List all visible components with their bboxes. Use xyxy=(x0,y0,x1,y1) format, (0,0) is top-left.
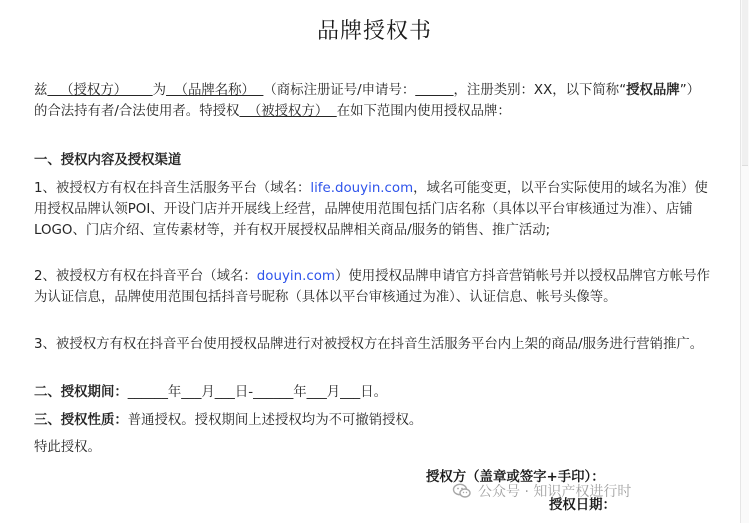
month2-label: 月 xyxy=(326,385,341,400)
signature-date-label: 授权日期： xyxy=(549,498,616,513)
intro-text-6: 在如下范围内使用授权品牌： xyxy=(336,104,511,119)
document-title: 品牌授权书 xyxy=(316,19,432,44)
scrollbar-thumb[interactable] xyxy=(742,0,748,166)
signature-party-label: 授权方（盖章或签字+手印）： xyxy=(426,470,605,485)
intro-text-2: 为 xyxy=(152,83,167,98)
year2-label: 年 xyxy=(293,385,307,400)
end-month-blank: ___ xyxy=(306,385,327,400)
section2-period xyxy=(34,382,710,403)
start-year-blank: ______ xyxy=(127,385,168,400)
closing-text: 特此授权。 xyxy=(34,440,101,455)
grantee-blank: （被授权方） xyxy=(239,104,337,119)
start-day-blank: ___ xyxy=(214,385,235,400)
day-end-label: 日。 xyxy=(360,385,388,400)
section1-item3: 3、被授权方有权在抖音平台使用授权品牌进行对被授权方在抖音生活服务平台内上架的商品/服务进行营销推广。 xyxy=(34,337,704,352)
end-year-blank: ______ xyxy=(253,385,294,400)
intro-paragraph xyxy=(34,80,710,122)
month-label: 月 xyxy=(201,385,215,400)
life-douyin-link[interactable]: life.douyin.com xyxy=(310,181,414,196)
year-label: 年 xyxy=(167,385,182,400)
item2-prefix: 2、被授权方有权在抖音平台（域名： xyxy=(34,269,257,284)
intro-text-1: 兹 xyxy=(34,83,48,98)
item2-suffix: ）使用授权品牌申请官方抖音营销帐号并以授权品牌官方帐号作为认证信息，品牌使用范围包括抖音号昵称（具体以平台审核通过为准）、认证信息、帐号头像等。 xyxy=(34,269,710,305)
trademark-number-blank xyxy=(415,83,453,98)
watermark xyxy=(452,480,631,502)
end-day-blank: ___ xyxy=(340,385,361,400)
section1-heading: 一、授权内容及授权渠道 xyxy=(34,153,182,168)
intro-text-3: （商标注册证号/申请号： xyxy=(263,83,416,98)
section3-nature xyxy=(34,410,710,431)
day-to-label: 日- xyxy=(234,385,254,400)
section2-heading: 二、授权期间： xyxy=(34,385,128,400)
vertical-scrollbar[interactable] xyxy=(740,0,749,523)
section1-item1 xyxy=(34,178,710,241)
item1-prefix: 1、被授权方有权在抖音生活服务平台（域名： xyxy=(34,181,311,196)
watermark-text: 公众号 · 知识产权进行时 xyxy=(478,484,632,500)
section1-item2 xyxy=(34,266,710,308)
start-month-blank: ___ xyxy=(181,385,202,400)
grantor-blank: （授权方） xyxy=(47,83,153,98)
section3-heading: 三、授权性质： xyxy=(34,413,128,428)
douyin-link[interactable]: douyin.com xyxy=(256,269,335,284)
brand-name-blank: （品牌名称） xyxy=(166,83,264,98)
section3-text: 普通授权。授权期间上述授权均为不可撤销授权。 xyxy=(127,413,423,428)
wechat-icon xyxy=(452,481,472,501)
item1-suffix: ，域名可能变更，以平台实际使用的域名为准）使用授权品牌认领POI、开设门店并开展线上经营，品牌使用范围包括门店名称（具体以平台审核通过为准）、店铺LOGO、门店介绍、宣传素材等，并有权开展授权品牌相关商品/服务的销售、推广活动; xyxy=(34,181,708,238)
intro-text-4: ，注册类别：XX，以下简称“ xyxy=(453,83,627,98)
intro-text-5: ”）的合法持有者/合法使用者。特授权 xyxy=(34,83,701,119)
authorized-brand-term: 授权品牌 xyxy=(626,83,680,98)
